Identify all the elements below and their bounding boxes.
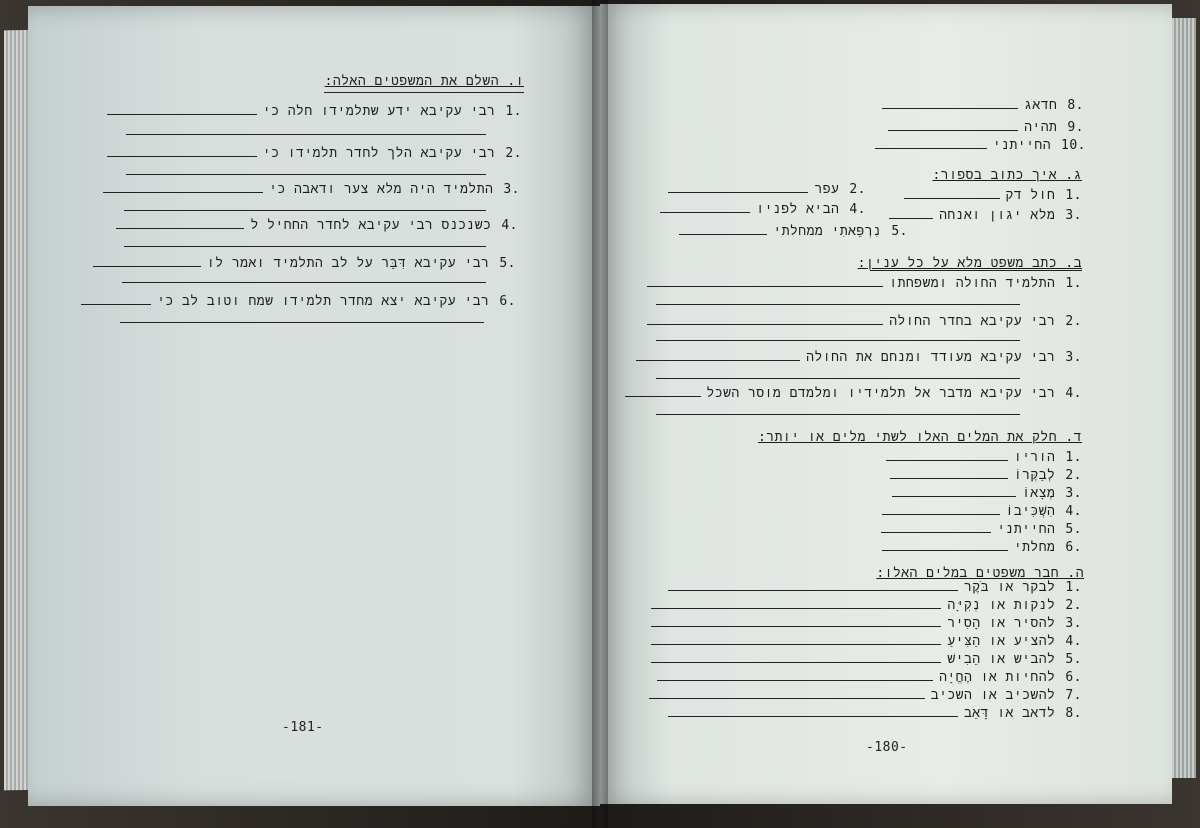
item-text: חול דק [1005,188,1056,203]
item-text: החייתני [992,138,1052,153]
item-text: כשנכנס רבי עקיבא לחדר החחיל ל [250,218,492,233]
answer-blank[interactable] [649,697,925,699]
item-text: הוריו [1013,450,1056,465]
item-text: רבי עקיבא ידע שתלמידו חלה כי [262,104,496,119]
item-text: להחיות או הֶחֱיָה [939,670,1056,685]
section-e-item-7 [649,688,1082,703]
section-d-item-2 [890,468,1082,483]
item-number: .5 [499,256,516,271]
item-text: לנקות או נְקִיָּה [947,598,1056,613]
item-number: .3 [1065,208,1082,223]
answer-blank[interactable] [679,233,767,235]
answer-blank[interactable] [647,323,883,325]
section-heading-he: ה. חבר משפטים במלים האלו: [876,566,1084,581]
answer-blank[interactable] [668,191,808,193]
item-number: .4 [501,218,518,233]
answer-blank[interactable] [888,129,1018,131]
item-text: רבי עקיבא בחדר החולה [889,314,1056,329]
item-number: .4 [1065,634,1082,649]
item-text: מלא יגון ואנחה [939,208,1056,223]
section-e-item-8 [668,706,1082,721]
item-number: .3 [1065,486,1082,501]
section-d-item-4 [882,504,1082,519]
item-text: תהיה [1024,120,1058,135]
item-text: מחלתי [1013,540,1056,555]
answer-line[interactable] [126,134,486,135]
item-number: .2 [1065,314,1082,329]
left-item-2 [107,146,522,161]
item-number: .1 [1065,188,1082,203]
item-text: לְבַקְּרוֹ [1013,468,1056,483]
right-top-item-8 [882,98,1084,113]
item-text: להסיר או הָסִיר [947,616,1056,631]
answer-blank[interactable] [889,217,933,219]
item-text: רבי עקיבא הלך לחדר תלמידו כי [262,146,496,161]
item-number: .9 [1067,120,1084,135]
answer-blank[interactable] [651,661,941,663]
item-number: .5 [891,224,908,239]
item-number: .1 [1065,450,1082,465]
answer-blank[interactable] [875,147,987,149]
section-b-item-3 [636,350,1082,365]
item-text: רבי עקיבא מעודד ומנחם את החולה [806,350,1056,365]
item-number: .6 [499,294,516,309]
answer-blank[interactable] [882,549,1008,551]
item-number: .2 [1065,468,1082,483]
item-number: .7 [1065,688,1082,703]
answer-blank[interactable] [882,513,1000,515]
book-spine [592,0,608,828]
item-number: .2 [1065,598,1082,613]
answer-blank[interactable] [668,715,958,717]
answer-blank[interactable] [890,477,1008,479]
section-b-item-1 [647,276,1082,291]
answer-blank[interactable] [81,303,151,305]
answer-blank[interactable] [636,359,800,361]
answer-line[interactable] [120,322,484,323]
item-number: .4 [1065,504,1082,519]
item-text: התלמיד החולה ומשפחתו [889,276,1056,291]
left-item-3 [103,182,520,197]
item-number: .6 [1065,540,1082,555]
item-text: חדאג [1024,98,1058,113]
item-number: .4 [1065,386,1082,401]
answer-blank[interactable] [881,531,991,533]
item-text: הביא לפניו [756,202,840,217]
answer-line[interactable] [656,378,1020,379]
answer-blank[interactable] [647,285,883,287]
answer-line[interactable] [124,210,486,211]
left-page [28,6,600,806]
answer-line[interactable] [656,304,1020,305]
section-c-item-4 [660,202,866,217]
item-number: .4 [849,202,866,217]
item-text: הִשְׁכִּיבוֹ [1005,504,1056,519]
item-text: רבי עקיבא מדבר אל תלמידיו ומלמדם מוסר השכל [706,386,1056,401]
item-number: .2 [849,182,866,197]
heading-rule [324,92,524,93]
item-number: .3 [1065,350,1082,365]
item-number: .2 [505,146,522,161]
section-e-item-6 [657,670,1082,685]
answer-blank[interactable] [904,197,1000,199]
item-number: .1 [505,104,522,119]
left-item-4 [116,218,518,233]
answer-line[interactable] [126,174,486,175]
page-number: -181- [282,720,324,735]
section-c-item-1 [904,188,1083,203]
answer-line[interactable] [122,282,486,283]
item-text: להציע או הַצִּיעַ [947,634,1056,649]
item-number: .3 [1065,616,1082,631]
item-text: החייתני [997,522,1056,537]
section-d-item-5 [881,522,1082,537]
section-e-item-2 [651,598,1082,613]
item-number: .1 [1065,580,1082,595]
answer-line[interactable] [124,246,486,247]
answer-blank[interactable] [116,227,244,229]
section-c-item-5 [679,224,908,239]
item-text: לבקר או בֹּקֶר [963,580,1056,595]
right-page [600,4,1172,804]
answer-blank[interactable] [660,211,750,213]
right-top-item-10 [875,138,1086,153]
answer-line[interactable] [656,414,1020,415]
item-number: .8 [1067,98,1084,113]
item-number: .3 [503,182,520,197]
item-text: נִרְפֵּאתִי ממחלתי [773,224,882,239]
answer-line[interactable] [656,340,1020,341]
answer-blank[interactable] [882,107,1018,109]
item-number: .1 [1065,276,1082,291]
answer-blank[interactable] [668,589,958,591]
answer-blank[interactable] [886,459,1008,461]
page-number: -180- [866,740,908,755]
answer-blank[interactable] [107,113,257,115]
item-text: להביש או הֵבִישׁ [947,652,1056,667]
item-number: .5 [1065,652,1082,667]
section-e-item-1 [668,580,1082,595]
item-text: עפר [814,182,840,197]
left-item-6 [81,294,516,309]
section-d-item-3 [892,486,1082,501]
item-text: רבי עקיבא דִּבֵּר על לב התלמיד ואמר לו [206,256,490,271]
answer-blank[interactable] [651,643,941,645]
section-heading-bet: ב. כתב משפט מלא על כל ענין: [857,256,1082,271]
answer-blank[interactable] [651,607,941,609]
item-number: .8 [1065,706,1082,721]
section-heading-gimel: ג. איך כתוב בספור: [932,168,1082,183]
section-b-item-4 [625,386,1083,401]
section-e-item-3 [651,616,1082,631]
section-heading-vav: ו. השלם את המשפטים האלה: [324,74,524,89]
answer-blank[interactable] [892,495,1016,497]
item-text: לדאב או דָּאַב [963,706,1056,721]
section-e-item-5 [651,652,1082,667]
section-d-item-6 [882,540,1082,555]
answer-blank[interactable] [657,679,933,681]
item-text: מְצָאוֹ [1022,486,1056,501]
answer-blank[interactable] [103,191,263,193]
answer-blank[interactable] [651,625,941,627]
answer-blank[interactable] [93,265,201,267]
section-b-item-2 [647,314,1082,329]
right-top-item-9 [888,120,1084,135]
left-item-1 [107,104,522,119]
answer-blank[interactable] [625,395,701,397]
section-e-item-4 [651,634,1082,649]
item-text: רבי עקיבא יצא מחדר תלמידו שמח וטוב לב כי [157,294,490,309]
item-number: .5 [1065,522,1082,537]
item-text: להשכיב או השכיב [930,688,1056,703]
answer-blank[interactable] [107,155,257,157]
item-number: .10 [1061,138,1086,153]
section-d-item-1 [886,450,1082,465]
heading-rule [870,270,1082,271]
item-text: התלמיד היה מלא צער ודאבה כי [269,182,494,197]
section-heading-dalet: ד. חלק את המלים האלו לשתי מלים או יותר: [757,430,1082,445]
section-c-item-2 [668,182,866,197]
item-number: .6 [1065,670,1082,685]
section-c-item-3 [889,208,1082,223]
left-item-5 [93,256,516,271]
